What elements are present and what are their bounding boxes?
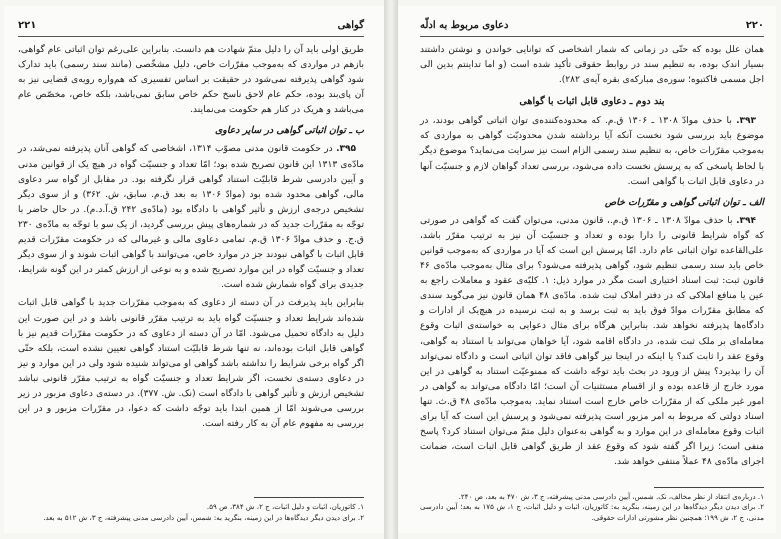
numbered-paragraph bbox=[420, 214, 764, 471]
paragraph: بنابراین باید پذیرفت در آن دسته از دعاوی که به‌موجب مقرّرات جدید با گواهی قابل اثبات شده‌اند شرایط تعداد و جنسیّت گواه باید به ترتیب مقرّر قانونی باشد و در این صورت این دلیل به دادگاه تحمیل می‌شود. امّا در آن دسته از دعاوی که در حکومت مقرّرات قدیم نیز با گواهی قابل اثبات بوده‌اند، نه تنها شرط قابلیّت استناد گواهی تعیین نشده است، بلکه حتّی اگر گواه برخی شرایط را نداشته باشد گواهی او می‌تواند شنیده شود ولی در این موارد و نیز در دعاوی دسته‌ی نخست، اگر شرایط تعداد و جنسیّت گواه به ترتیب مقرّر قانونی نباشد تشخیص ارزش و تأثیر گواهی با دادگاه است (نک. ش. ۳۷۷). در دسته‌ی دعاوی مزبور در زیر بررسی می‌شوند امّا از همین ابتدا باید توجّه داشت که دعوا، در مقرّرات مزبور و در این بررسی به مفهوم عام آن به کار رفته است. bbox=[18, 298, 364, 430]
page-body bbox=[18, 43, 364, 432]
paragraph-text: با حذف موادّ ۱۳۰۸ ـ ۱۳۰۶ ق.م. که محدوده‌کننده‌ی توان اثباتی گواهی بودند، در موضوع باید بررسی شود نخست آنکه آیا برداشته شدن محدودیّت گواهی به مواردی که به‌موجب مقرّرات خاص، به تنظیم سند رسمی الزام است نیز سرایت می‌نماید؟ موضوع دیگر با لحاظ پاسخی که به پرسش نخست داده می‌شود، بررسی تعداد گواهان لازم و جنسیّت آنها در دعاوی قابل اثبات با گواهی است. bbox=[420, 116, 764, 187]
page-header bbox=[18, 6, 364, 37]
numbered-paragraph bbox=[420, 114, 764, 189]
paragraph-text: در حکومت قانون مدنی مصوّب ۱۳۱۴، اشخاصی که گواهی آنان پذیرفته نمی‌شد، در مادّه‌ی ۱۳۱۳ این قانون تصریح شده بود؛ امّا تعداد و جنسیّت گواه در هیچ یک از قوانین مدنی و آیین دادرسی شرط قابلیّت استناد گواهی قرار نگرفته بود. در مقابل از گواه سر دعاوی مالی، گواهی محدود شده بود (موادّ ۱۳۰۶ به بعد ق.م. سابق، ش. ۳۶۲) و از سوی دیگر تشخیص درجه‌ی ارزش و تأثیر گواهی با دادگاه بود (مادّه‌ی ۲۴۲ ق.آ.د.م). در حال حاضر با توجّه به مقرّرات جدید که در شماره‌های پیش بررسی گردید، از یک سو با توجّه به مادّه‌ی ۲۳۰ ق.ج. و حذف موادّ ۱۳۰۶ ق.م. تمامی دعاوی مالی و غیرمالی که در حکومت مقرّرات قدیم قابل اثبات با گواهی نبودند جز در موارد خاص، می‌توانند با گواهی اثبات شوند و از سوی دیگر تعداد و جنسیّت گواه در این موارد تصریح شده و به نوعی از ارزش کمتر در این گونه شرایط، جدیدی برای گواه شمارش شده است. bbox=[18, 144, 364, 291]
right-page bbox=[398, 6, 776, 533]
paragraph: همان علل بوده که حتّی در زمانی که شمار اشخاصی که توانایی خواندن و نوشتن داشتند بسیار اندک بوده، به تنظیم سند در روابط حقوقی تأکید شده است (و اما تداینتم بدین الی اجل مسمی فاکتبوه؛ سوره‌ی مبارکه‌ی بقره آیه‌ی ۲۸۲). bbox=[420, 45, 764, 86]
footnote: ۲. برای دیدن دیگر دیدگاه‌ها در این زمینه، بنگرید به: کاتوزیان، اثبات و دلیل اثبات، ج ۱، ش ۱۷۵ به بعد؛ آیین دادرسی مدنی، ج ۲، ش ۱۹۹؛ همچنین نظر مشورتی ادارات حقوقی. bbox=[420, 502, 764, 522]
paragraph-number: ۳۹۵. bbox=[336, 144, 356, 155]
page-number: ۲۲۱ bbox=[18, 19, 37, 31]
footnote: ۱. درباره‌ی انتقاد از نظر مخالف، نک. شمس، آیین دادرسی مدنی پیشرفته، ج ۳، ش ۴۷۰ به بعد، ص ۲۴۰. bbox=[458, 491, 764, 501]
subsection-title: الف ـ توان اثباتی گواهی و مقرّرات خاص bbox=[604, 196, 764, 208]
page-header bbox=[420, 6, 764, 37]
footnotes bbox=[4, 497, 384, 523]
running-title: گواهی bbox=[337, 19, 364, 31]
running-title: دعاوی مربوط به ادلّه bbox=[420, 19, 509, 31]
footnotes bbox=[398, 487, 776, 524]
page-number: ۲۲۰ bbox=[745, 19, 764, 31]
paragraph: طریق اولی باید آن را دلیل متمّ شهادت هم دانست. بنابراین علی‌رغم توان اثباتی عام گواهی، بازهم در مواردی که به‌موجب مقرّرات خاص، دلیل مشخّصی (مانند سند رسمی) باید تدارک شود گواهی پذیرفته نمی‌شود در حقیقت بر اساس تفسیری که هم‌واره رویه‌ی قضایی نیز به آن پای‌بند بوده، حکم عام لاحق ناسخ حکم خاص سابق نمی‌باشد، بلکه خاص، مخصّص عام می‌باشد و هریک در کنار هم حکومت می‌نمایند. bbox=[18, 45, 364, 116]
paragraph-text: با حذف موادّ ۱۳۰۸ ـ ۱۳۰۶ ق.م.، قانون مدنی، می‌توان گفت که گواهی در صورتی که گواه شرایط قانونی را دارا بوده و تعداد و جنسیّت آن نیز به ترتیب مقرّر باشد، علی‌القاعده توان اثباتی عام دارد. امّا پرسش این است که آیا در مواردی که به‌موجب قوانین خاص باید سند رسمی تنظیم شود، گواهی پذیرفته می‌شود؟ برای مثال به‌موجب مادّه‌ی ۴۶ قانون ثبت: ثبت اسناد اختیاری است مگر در موارد ذیل: ۱. کلیّه‌ی عقود و معاملات راجع به عین یا منافع املاکی که در دفتر املاک ثبت شده. مادّه‌ی ۴۸ همان قانون نیز می‌گوید سندی که مطابق مقرّرات موادّ فوق باید به ثبت برسد و به ثبت نرسیده در هیچ‌یک از ادارات و دادگاه‌ها پذیرفته نخواهد شد. بنابراین هرگاه برای مثال دعوایی به خواسته‌ی اثبات وقوع معامله‌ای بر ملک ثبت شده، در دادگاه اقامه شود، آیا خواهان می‌تواند با استناد به گواهی، وقوع عقد را ثابت کند؟ یا اینکه در اینجا نیز گواهی فاقد توان اثباتی است و دادگاه نمی‌تواند آن را بپذیرد؟ پیش از ورود در بحث باید توجّه داشت که ممنوعیّت استناد به گواهی در این مورد خارج از قاعده بوده و از اقسام مستثنیات آن است؛ امّا دادگاه می‌تواند به گواهی در امور غیر ملکی که از مقرّرات خاص خارج است استناد نماید. به‌موجب مادّه‌ی ۴۸ ق.ث. تنها اسناد دولتی که مربوط به امر مزبور است پذیرفته نمی‌شود و پرسش این است که آیا برای اثبات وقوع معامله‌ای در این موارد و به گواهی به‌عنوان دلیل متمّ می‌توان استناد کرد؟ پاسخ منفی است؛ زیرا اگر گفته شود که وقوع عقد از طریق گواهی قابل اثبات است، ضمانت اجرای مادّه‌ی ۴۸ عملاً منتفی خواهد شد. bbox=[420, 215, 765, 468]
section-title: بند دوم ـ دعاوی قابل اثبات با گواهی bbox=[519, 96, 665, 108]
left-page bbox=[4, 6, 384, 533]
footnote: ۱. کاتوزیان، اثبات و دلیل اثبات، ج ۲، ش ۳۸۴، ص ۵۹. bbox=[206, 502, 364, 511]
footnote: ۲. برای دیدن دیگر دیدگاه‌ها در این زمینه، بنگرید به: شمس، آیین دادرسی مدنی پیشرفته، ج ۳، ش ۵۱۲ به بعد. bbox=[43, 512, 364, 522]
paragraph-number: ۳۹۴. bbox=[736, 215, 756, 226]
numbered-paragraph bbox=[18, 142, 364, 293]
subsection-title: ب ـ توان اثباتی گواهی در سایر دعاوی bbox=[214, 125, 364, 137]
footnote-rule bbox=[654, 487, 764, 488]
footnote-rule bbox=[254, 497, 364, 498]
paragraph-number: ۳۹۳. bbox=[736, 116, 756, 127]
page-body bbox=[420, 43, 764, 470]
book-gutter bbox=[384, 0, 398, 539]
